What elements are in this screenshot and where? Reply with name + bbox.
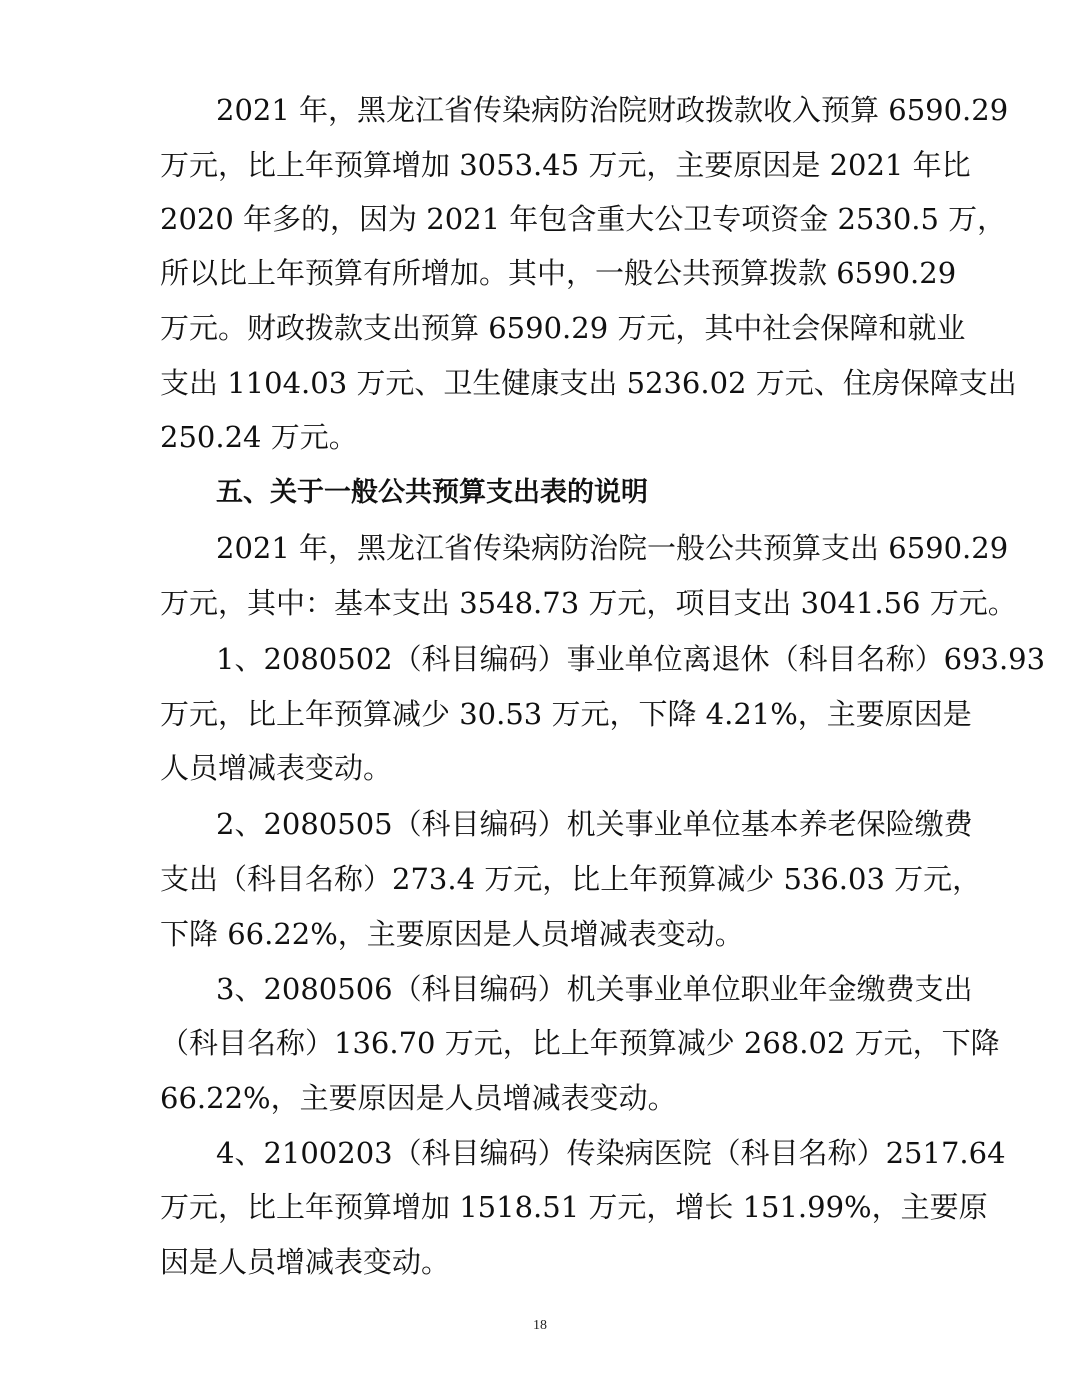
paragraph-1-line-4: 所以比上年预算有所增加。其中，一般公共预算拨款 6590.29 — [160, 256, 957, 290]
item-2-line-2: 支出（科目名称）273.4 万元，比上年预算减少 536.03 万元， — [160, 862, 982, 896]
paragraph-1-line-5: 万元。财政拨款支出预算 6590.29 万元，其中社会保障和就业 — [160, 311, 966, 345]
item-3-line-3: 66.22%，主要原因是人员增减表变动。 — [160, 1081, 677, 1115]
item-4-line-1: 4、2100203（科目编码）传染病医院（科目名称）2517.64 — [216, 1136, 1006, 1170]
item-2-line-1: 2、2080505（科目编码）机关事业单位基本养老保险缴费 — [216, 807, 973, 841]
paragraph-1-line-3: 2020 年多的，因为 2021 年包含重大公卫专项资金 2530.5 万， — [160, 202, 1007, 236]
item-1-line-1: 1、2080502（科目编码）事业单位离退休（科目名称）693.93 — [216, 642, 1046, 676]
item-3-line-1: 3、2080506（科目编码）机关事业单位职业年金缴费支出 — [216, 972, 973, 1006]
item-1-line-3: 人员增减表变动。 — [160, 751, 393, 785]
item-2-line-3: 下降 66.22%，主要原因是人员增减表变动。 — [160, 917, 744, 951]
paragraph-1-line-6: 支出 1104.03 万元、卫生健康支出 5236.02 万元、住房保障支出 — [160, 366, 1017, 400]
paragraph-1-line-2: 万元，比上年预算增加 3053.45 万元，主要原因是 2021 年比 — [160, 148, 971, 182]
paragraph-1-line-1: 2021 年，黑龙江省传染病防治院财政拨款收入预算 6590.29 — [216, 93, 1009, 127]
paragraph-2-line-1: 2021 年，黑龙江省传染病防治院一般公共预算支出 6590.29 — [216, 531, 1009, 565]
section-heading: 五、关于一般公共预算支出表的说明 — [216, 477, 648, 508]
item-3-line-2: （科目名称）136.70 万元，比上年预算减少 268.02 万元，下降 — [160, 1026, 1000, 1060]
paragraph-2-line-2: 万元，其中：基本支出 3548.73 万元，项目支出 3041.56 万元。 — [160, 586, 1017, 620]
item-1-line-2: 万元，比上年预算减少 30.53 万元，下降 4.21%，主要原因是 — [160, 697, 972, 731]
item-4-line-2: 万元，比上年预算增加 1518.51 万元，增长 151.99%，主要原 — [160, 1190, 988, 1224]
paragraph-1-line-7: 250.24 万元。 — [160, 420, 358, 454]
item-4-line-3: 因是人员增减表变动。 — [160, 1245, 451, 1279]
page-number: 18 — [533, 1318, 547, 1333]
